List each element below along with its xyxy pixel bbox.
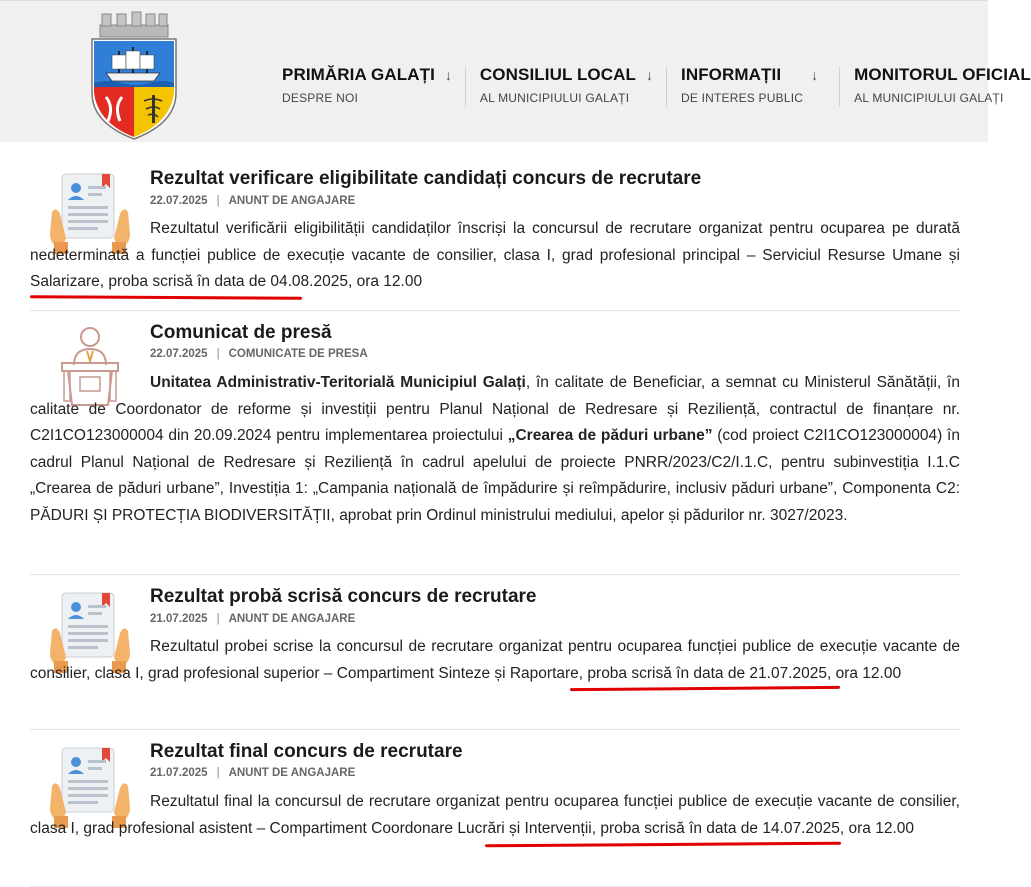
nav-item-informatii[interactable] [681,65,840,109]
news-item-date: 21.07.2025 [150,613,208,625]
news-list [30,150,960,887]
news-item-title[interactable]: Rezultat probă scrisă concurs de recrutare [150,586,537,607]
news-item-category[interactable]: ANUNT DE ANGAJARE [228,767,356,779]
highlighted-text: Serviciul Resurse Umane și Salarizare [30,246,960,290]
meta-separator: | [216,348,220,360]
nav-item-primaria[interactable] [282,65,466,109]
meta-separator: | [216,195,220,207]
news-item-meta [150,348,368,360]
galati-coat-of-arms-logo[interactable] [88,11,180,141]
news-item [30,311,960,575]
news-item-category[interactable]: COMUNICATE DE PRESA [228,348,368,360]
news-item-excerpt: Rezultatul verificării eligibilității candidaților înscriși la concursul de recrutare organizat pentru ocuparea pe durată nedeterminată a funcției publice de execuție vacante de consilier, clasa I, grad profesional principal – Serviciul Resurse Umane și Salarizare, proba scrisă în data de 04.08.2025, ora 12.00 [30,220,960,290]
arrow-down-icon: ↓ [444,67,452,83]
news-item-title[interactable]: Rezultat final concurs de recrutare [150,741,463,762]
nav-item-subtitle: AL MUNICIPIULUI GALAȚI [479,91,630,105]
news-item-meta [150,613,355,625]
news-item-date: 21.07.2025 [150,767,208,779]
news-item [30,730,960,887]
nav-item-subtitle: DE INTERES PUBLIC [681,91,804,105]
red-underline-annotation [485,842,841,847]
news-item-excerpt: Rezultatul probei scrise la concursul de recrutare organizat pentru ocuparea funcției publice de execuție vacante de consilier, clasa I, grad profesional superior – Compartiment Sinteze și Raportare, proba scrisă în data de 21.07.2025, ora 12.00 [30,638,960,682]
highlighted-text: Compartiment Coordonare Lucrări și Intervenții [269,819,592,837]
nav-item-title: CONSILIUL LOCAL [479,65,636,84]
nav-divider [465,67,466,107]
news-item-category[interactable]: ANUNT DE ANGAJARE [228,613,356,625]
nav-item-monitorul-oficial[interactable] [854,65,1031,109]
nav-item-subtitle: AL MUNICIPIULUI GALAȚI [854,91,1004,105]
arrow-down-icon: ↓ [811,67,819,83]
nav-item-title: PRIMĂRIA GALAȚI [282,65,435,84]
news-item-title[interactable]: Rezultat verificare eligibilitate candidați concurs de recrutare [150,168,702,189]
news-item-excerpt: Rezultatul final la concursul de recrutare organizat pentru ocuparea funcției publice de execuție vacante de consilier, clasa I, grad profesional asistent – Compartiment Coordonare Lucrări și Intervenții, proba scrisă în data de 14.07.2025, ora 12.00 [30,793,960,837]
meta-separator: | [216,767,220,779]
red-underline-annotation [30,295,302,299]
news-item [30,575,960,730]
news-item-category[interactable]: ANUNT DE ANGAJARE [228,195,356,207]
nav-item-title: INFORMAȚII [681,65,782,84]
news-item [30,150,960,311]
site-header [0,0,1031,142]
main-navigation [282,65,1031,109]
news-item-meta [150,195,355,207]
nav-divider [666,67,667,107]
news-item-date: 22.07.2025 [150,348,208,360]
nav-item-title: MONITORUL OFICIAL [854,65,1031,84]
bold-text: „Crearea de păduri urbane” [507,427,713,444]
bold-text: Unitatea Administrativ-Teritorială Municipiul Galați [150,374,526,391]
meta-separator: | [216,613,220,625]
news-item-meta [150,767,355,779]
nav-item-subtitle: DESPRE NOI [282,91,359,105]
nav-item-consiliul-local[interactable] [480,65,667,109]
nav-divider [839,67,840,107]
news-item-excerpt: Unitatea Administrativ-Teritorială Municipiul Galați, în calitate de Beneficiar, a semnat cu Ministerul Sănătății, în calitate de Coordonator de reforme și investiții pentru Planul Național de Redresare și Reziliență, contractul de finanțare nr. C2I1CO123000004 din 20.09.2024 pentru implementarea proiectului „Crearea de păduri urbane” (cod proiect C2I1CO123000004) în cadrul Planul Național de Redresare și Reziliență în cadrul apelului de proiecte PNRR/2023/C2/I.1.C, pentru subinvestiția I.1.C „Crearea de păduri urbane”, Investiția 1: „Campania națională de împădurire și reîmpădurire, inclusiv păduri urbane”, Componenta C2: PĂDURI ȘI PROTECȚIA BIODIVERSITĂȚII, aprobat prin Ordinul ministrului mediului, apelor și pădurilor nr. 3027/2023. [30,374,960,524]
news-item-date: 22.07.2025 [150,195,208,207]
news-item-title[interactable]: Comunicat de presă [150,322,332,343]
highlighted-text: Compartiment Sinteze și Raportare [336,664,579,682]
arrow-down-icon: ↓ [646,67,653,83]
